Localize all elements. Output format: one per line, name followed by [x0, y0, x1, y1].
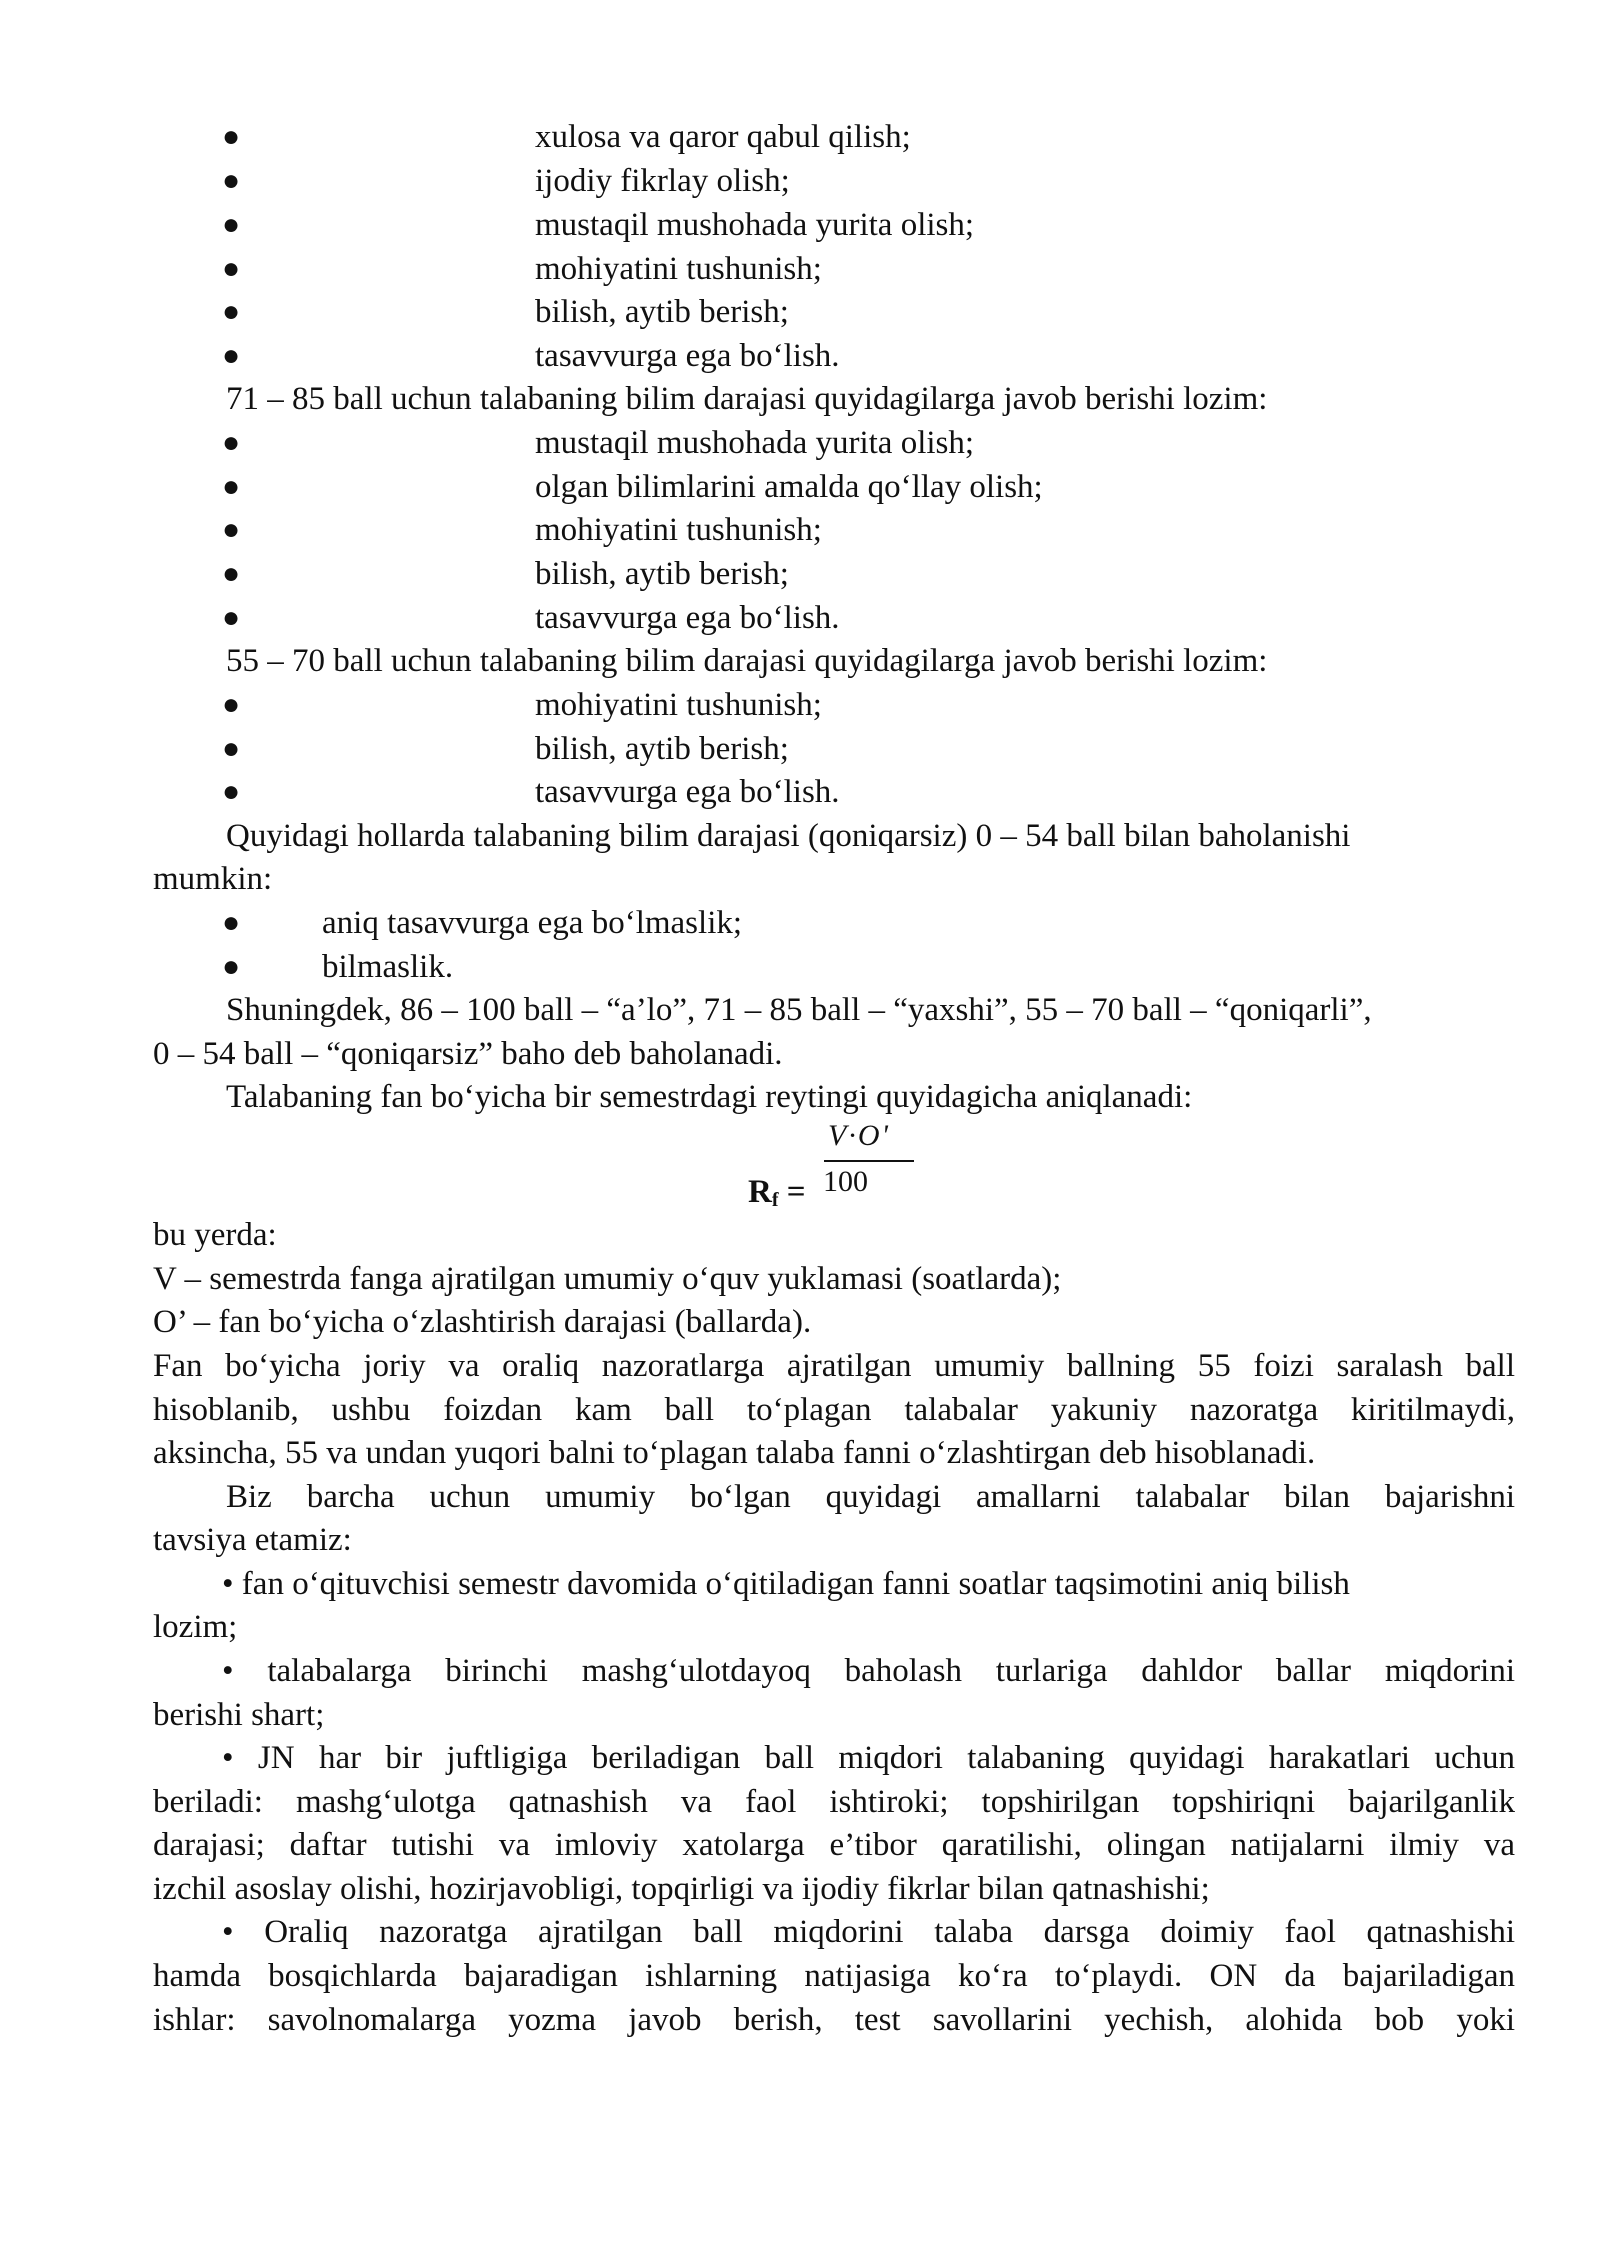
- recommendation-line: [153, 1998, 1515, 2042]
- line-text: Fan bo‘yicha joriy va oraliq nazoratlarga ajratilgan umumiy ballning 55 foizi saralash ball: [153, 1348, 1515, 1384]
- list-item: bilmaslik.: [322, 949, 454, 985]
- bullet: ●: [222, 775, 241, 808]
- paragraph-line: [153, 1344, 1515, 1388]
- list-item: mohiyatini tushunish;: [535, 251, 822, 287]
- line-text: • JN har bir juftligiga beriladigan ball miqdori talabaning quyidagi harakatlari uchun: [222, 1740, 1515, 1776]
- line-text: darajasi; daftar tutishi va imloviy xatolarga e’tibor qaratilishi, olingan natijalarni ilmiy va: [153, 1827, 1515, 1863]
- paragraph-line: mumkin:: [153, 861, 273, 897]
- list-item: aniq tasavvurga ega bo‘lmaslik;: [322, 905, 743, 941]
- line-text: hamda bosqichlarda bajaradigan ishlarning natijasiga ko‘ra to‘playdi. ON da bajariladigan: [153, 1958, 1515, 1994]
- paragraph-line: 0 – 54 ball – “qoniqarsiz” baho deb baholanadi.: [153, 1036, 783, 1072]
- section-heading-55-70: 55 – 70 ball uchun talabaning bilim darajasi quyidagilarga javob berishi lozim:: [226, 643, 1268, 679]
- line-text: • Oraliq nazoratga ajratilgan ball miqdorini talaba darsga doimiy faol qatnashishi: [222, 1914, 1515, 1950]
- formula-lhs-subscript: f: [771, 1189, 779, 1211]
- recommendation-line: [222, 1649, 1515, 1693]
- section-heading-71-85: 71 – 85 ball uchun talabaning bilim darajasi quyidagilarga javob berishi lozim:: [226, 381, 1268, 417]
- formula-lhs: [748, 1170, 806, 1222]
- bullet: ●: [222, 732, 241, 765]
- bullet: ●: [222, 295, 241, 328]
- line-text: hisoblanib, ushbu foizdan kam ball to‘plagan talabalar yakuniy nazoratga kiritilmaydi,: [153, 1392, 1515, 1428]
- paragraph-line: [153, 1388, 1515, 1432]
- list-item: bilish, aytib berish;: [535, 731, 789, 767]
- bullet: ●: [222, 513, 241, 546]
- line-text: ishlar: savolnomalarga yozma javob berish, test savollarini yechish, alohida bob yoki: [153, 2002, 1515, 2038]
- paragraph-line: Quyidagi hollarda talabaning bilim darajasi (qoniqarsiz) 0 – 54 ball bilan baholanishi: [226, 818, 1351, 854]
- bullet: ●: [222, 950, 241, 983]
- bullet: ●: [222, 252, 241, 285]
- bullet: ●: [222, 557, 241, 590]
- line-text: Biz barcha uchun umumiy bo‘lgan quyidagi amallarni talabalar bilan bajarishni: [226, 1479, 1515, 1515]
- recommendation-line: [153, 1823, 1515, 1867]
- paragraph-line: tavsiya etamiz:: [153, 1522, 352, 1558]
- bullet: ●: [222, 906, 241, 939]
- list-item: tasavvurga ega bo‘lish.: [535, 338, 840, 374]
- recommendation-line: • fan o‘qituvchisi semestr davomida o‘qitiladigan fanni soatlar taqsimotini aniq bilish: [222, 1566, 1350, 1602]
- bullet: ●: [222, 208, 241, 241]
- bullet: ●: [222, 688, 241, 721]
- formula-lhs-symbol: R: [748, 1174, 772, 1210]
- list-item: tasavvurga ega bo‘lish.: [535, 600, 840, 636]
- line-text: beriladi: mashg‘ulotga qatnashish va faol ishtiroki; topshirilgan topshiriqni bajarilganlik: [153, 1784, 1515, 1820]
- formula-denominator: 100: [823, 1165, 868, 1198]
- bullet: ●: [222, 339, 241, 372]
- recommendation-line: [222, 1910, 1515, 1954]
- line-text: • talabalarga birinchi mashg‘ulotdayoq baholash turlariga dahldor ballar miqdorini: [222, 1653, 1515, 1689]
- formula-equals: =: [778, 1174, 806, 1210]
- list-item: tasavvurga ega bo‘lish.: [535, 774, 840, 810]
- bullet: ●: [222, 164, 241, 197]
- list-item: mustaqil mushohada yurita olish;: [535, 207, 975, 243]
- paragraph-line: Shuningdek, 86 – 100 ball – “a’lo”, 71 – 85 ball – “yaxshi”, 55 – 70 ball – “qoniqarli”,: [226, 992, 1372, 1028]
- paragraph-line: [226, 1475, 1515, 1519]
- list-item: olgan bilimlarini amalda qo‘llay olish;: [535, 469, 1043, 505]
- list-item: mohiyatini tushunish;: [535, 512, 822, 548]
- bullet: ●: [222, 426, 241, 459]
- bullet: ●: [222, 601, 241, 634]
- formula-numerator: V·O': [828, 1119, 890, 1152]
- bullet: ●: [222, 470, 241, 503]
- bullet: ●: [222, 120, 241, 153]
- recommendation-line: [153, 1954, 1515, 1998]
- list-item: mohiyatini tushunish;: [535, 687, 822, 723]
- list-item: xulosa va qaror qabul qilish;: [535, 119, 911, 155]
- list-item: mustaqil mushohada yurita olish;: [535, 425, 975, 461]
- recommendation-line: lozim;: [153, 1609, 238, 1645]
- paragraph-line: aksincha, 55 va undan yuqori balni to‘plagan talaba fanni o‘zlashtirgan deb hisoblanadi.: [153, 1435, 1316, 1471]
- list-item: bilish, aytib berish;: [535, 556, 789, 592]
- recommendation-line: izchil asoslay olishi, hozirjavobligi, topqirligi va ijodiy fikrlar bilan qatnashishi;: [153, 1871, 1210, 1907]
- recommendation-line: [222, 1736, 1515, 1780]
- paragraph-line: Talabaning fan bo‘yicha bir semestrdagi reytingi quyidagicha aniqlanadi:: [226, 1079, 1193, 1115]
- paragraph-line: V – semestrda fanga ajratilgan umumiy o‘quv yuklamasi (soatlarda);: [153, 1261, 1062, 1297]
- list-item: ijodiy fikrlay olish;: [535, 163, 790, 199]
- list-item: bilish, aytib berish;: [535, 294, 789, 330]
- paragraph-line: bu yerda:: [153, 1217, 277, 1253]
- paragraph-line: O’ – fan bo‘yicha o‘zlashtirish darajasi (ballarda).: [153, 1304, 812, 1340]
- recommendation-line: [153, 1780, 1515, 1824]
- recommendation-line: berishi shart;: [153, 1697, 325, 1733]
